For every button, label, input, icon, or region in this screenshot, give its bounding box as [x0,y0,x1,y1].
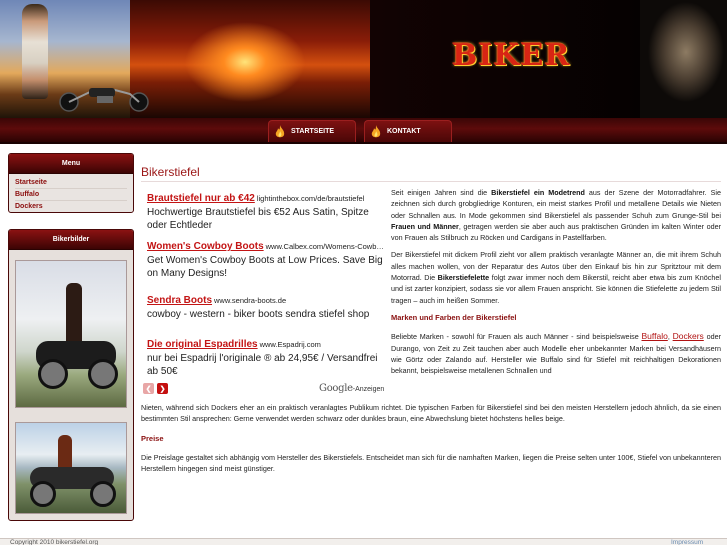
link-dockers[interactable]: Dockers [672,331,704,342]
ad-next-button[interactable]: ❯ [157,383,168,394]
ad-item [147,193,385,232]
impressum-link[interactable]: Impressum [671,539,704,545]
ad-url[interactable]: www.Calbex.com/Womens-Cowb… [265,242,384,251]
nav-tab-kontakt[interactable] [364,120,452,142]
ad-text: Get Women's Cowboy Boots at Low Prices. Save Big on Many Designs! [147,255,383,279]
ad-item [147,241,385,280]
header-photo-wolf [640,0,727,118]
header-photo-sunset [130,0,370,118]
article-text-column [391,187,721,382]
biker-photo-1[interactable] [15,260,127,408]
ad-title-link[interactable]: Sendra Boots [147,295,213,306]
header-banner [0,0,727,118]
nav-tab-startseite[interactable] [268,120,356,142]
sidebar-menu-title: Menu [9,154,133,174]
paragraph-brands: Beliebte Marken - sowohl für Frauen als auch Männer - sind beispielsweise Buffalo, Dockers oder Durango, von Zeit zu Zeit tauchen aber auch Modelle eher unbekannter Marken bei Versandhäusern wie Görtz oder Zalando auf. Hersteller wie Buffalo sind für Stiefel mit reichhaltigen Dekorationen bekannt, beispielsweise metallenen Schnallen und [391,331,721,376]
copyright-text: Copyright 2010 bikerstiefel.org [10,539,99,545]
google-ads-label[interactable] [319,383,384,394]
paragraph-stiefelette: Der Bikerstiefel mit dickem Profil zieht vor allem praktisch veranlagte Männer an, die mit ihrem Schuh alles machen wollen, von der Reparatur des Autos über den Einkauf bis hin zur Spritztour mit dem Motorrad. Die Bikerstiefelette folgt zwar immer noch dem Bikerstil, reicht aber etwa bis zum Knöchel und ist zarter konzipiert, sodass sie vor allem Frauen anspricht. Sie können die Stiefelette zu jedem Stil tragen – auch im heißen Sommer. [391,250,721,305]
motorcycle-silhouette [55,82,155,112]
article-text-wide [141,402,721,476]
ad-item [147,295,385,321]
sidebar-item-startseite[interactable]: Startseite [15,177,127,189]
ad-text: nur bei Espadrij l'originale ® ab 24,95€ / Versandfrei ab 50€ [147,353,378,377]
girl-figure [22,4,48,99]
main-navigation [0,118,727,144]
heading-prices: Preise [141,433,164,443]
sidebar-menu-list [9,174,133,213]
google-logo: Google [319,383,353,394]
ad-text: cowboy - western - biker boots sendra stiefel shop [147,309,370,320]
ad-item [147,339,385,378]
site-logo: BIKER [452,38,571,73]
footer [0,538,727,545]
paragraph-intro: Seit einigen Jahren sind die Bikerstiefel ein Modetrend aus der Szene der Motorradfahrer. Sie zeichnen sich durch grobgliedrige Konturen, ein meist starkes Profil und metallene Details wie Nieten oder Schnallen aus. In Mode gekommen sind Bikerstiefel als passender Schuh zum Grunge-Stil bei Frauen und Männer, getragen werden sie aber auch aus praktischen Gründen im kalten Winter oder von Frauen als Stilbruch zu Röcken und Cardigans in Pastellfarben. [391,188,721,243]
ads-suffix: -Anzeigen [352,386,385,393]
ad-title-link[interactable]: Brautstiefel nur ab €42 [147,193,255,204]
ad-url[interactable]: www.Espadrij.com [259,340,321,349]
ad-block [141,189,386,399]
sidebar-images-title: Bikerbilder [9,230,133,250]
nav-tab-label: STARTSEITE [291,128,335,135]
paragraph-prices: Die Preislage gestaltet sich abhängig vom Hersteller des Bikerstiefels. Entscheidet man sich für die namhaften Marken, liegen die Preise selten unter 100€, Stiefel von unbekannteren Herstellern hingegen sind meist günstiger. [141,452,721,474]
ad-prev-button[interactable]: ❮ [143,383,154,394]
ad-text: Hochwertige Brautstiefel bis €52 Aus Satin, Spitze oder Echtleder [147,207,369,231]
heading-brands: Marken und Farben der Bikerstiefel [391,312,517,322]
ad-title-link[interactable]: Women's Cowboy Boots [147,241,264,252]
ad-title-link[interactable]: Die original Espadrilles [147,339,258,350]
ad-url[interactable]: www.sendra-boots.de [214,296,287,305]
flame-icon [370,125,382,139]
ad-url[interactable]: lightinthebox.com/de/brautstiefel [256,194,365,203]
page-title: Bikerstiefel [141,165,200,179]
link-buffalo[interactable]: Buffalo [641,331,668,342]
sidebar-bikerbilder [8,229,134,521]
flame-icon [274,125,286,139]
sidebar-menu [8,153,134,213]
title-divider [141,181,721,182]
sidebar-item-dockers[interactable]: Dockers [15,203,43,210]
nav-tab-label: KONTAKT [387,128,421,135]
biker-photo-2[interactable] [15,422,127,514]
sidebar-item-buffalo[interactable]: Buffalo [15,189,127,201]
paragraph-colors: Nieten, während sich Dockers eher an ein praktisch veranlagtes Publikum richtet. Die typischen Farben für Bikerstiefel sind bei den meisten Herstellern jedoch ähnlich, da sie einen bestimmten Stil ansprechen: Gerne verwendet werden schwarz oder dunkles braun, eine Abwechslung bietet höchstens helles beige. [141,403,721,424]
